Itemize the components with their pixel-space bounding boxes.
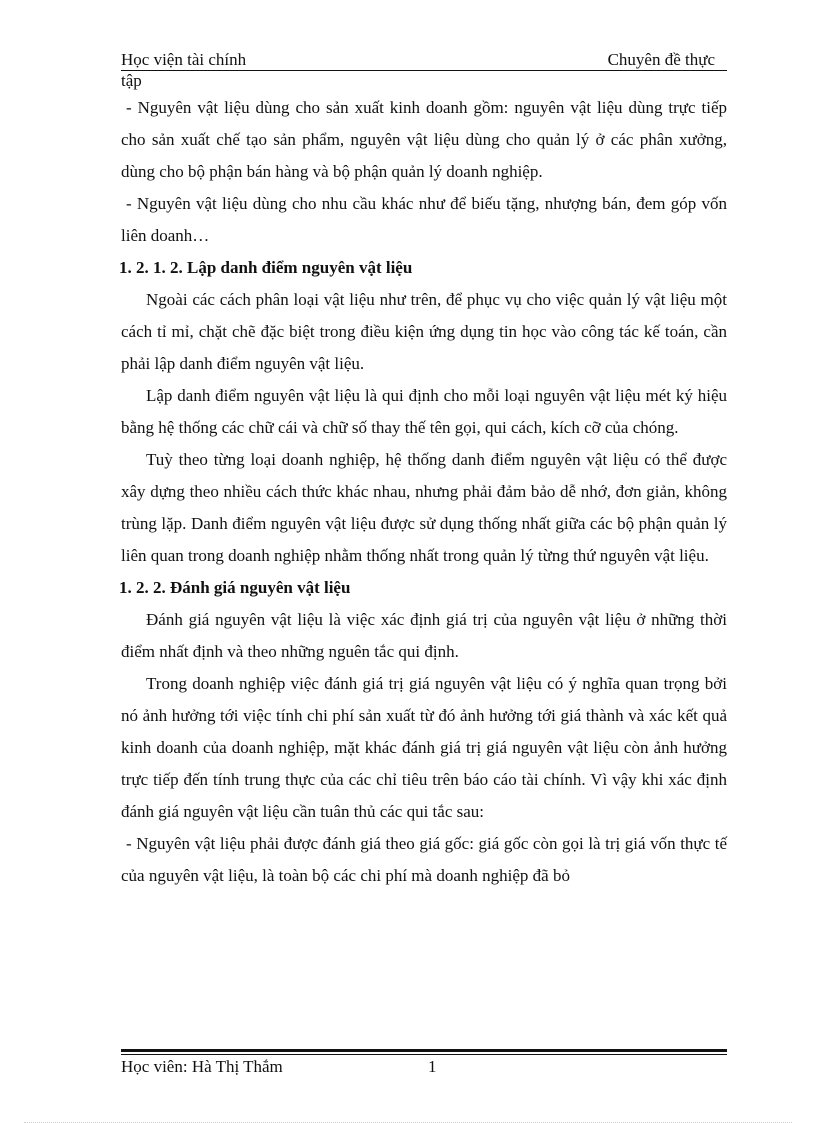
paragraph: Tuỳ theo từng loại doanh nghiệp, hệ thống danh điểm nguyên vật liệu có thể được xây dựng theo nhiều cách thức khác nhau, nhưng phải đảm bảo dễ nhớ, đơn giản, không trùng lặp. Danh điểm nguyên vật liệu được sử dụng thống nhất giữa các bộ phận quản lý liên quan trong doanh nghiệp nhằm thống nhất trong quản lý từng thứ nguyên vật liệu.: [121, 450, 727, 565]
page-footer: [121, 1057, 727, 1077]
header-title-continuation: tập: [121, 71, 142, 90]
paragraph: Ngoài các cách phân loại vật liệu như trên, để phục vụ cho việc quản lý vật liệu một cách tỉ mỉ, chặt chẽ đặc biệt trong điều kiện ứng dụng tin học vào công tác kế toán, cần phải lập danh điểm nguyên vật liệu.: [121, 290, 727, 373]
paragraph: - Nguyên vật liệu phải được đánh giá theo giá gốc: giá gốc còn gọi là trị giá vốn thực tế của nguyên vật liệu, là toàn bộ các chi phí mà doanh nghiệp đã bỏ: [121, 834, 727, 885]
document-body: [121, 92, 727, 892]
section-heading: 1. 2. 1. 2. Lập danh điểm nguyên vật liệu: [119, 258, 413, 277]
paragraph: - Nguyên vật liệu dùng cho sản xuất kinh doanh gồm: nguyên vật liệu dùng trực tiếp cho sản xuất chế tạo sản phẩm, nguyên vật liệu dùng cho quản lý ở các phân xưởng, dùng cho bộ phận bán hàng và bộ phận quản lý doanh nghiệp.: [121, 98, 727, 181]
paragraph: - Nguyên vật liệu dùng cho nhu cầu khác như để biếu tặng, nhượng bán, đem góp vốn liên doanh…: [121, 194, 727, 245]
page-header: [121, 50, 727, 70]
paragraph: Đánh giá nguyên vật liệu là việc xác định giá trị của nguyên vật liệu ở những thời điểm nhất định và theo những nguên tắc qui định.: [121, 610, 727, 661]
paragraph: Lập danh điểm nguyên vật liệu là qui định cho mỗi loại nguyên vật liệu mét ký hiệu bằng hệ thống các chữ cái và chữ số thay thế tên gọi, qui cách, kích cỡ của chóng.: [121, 386, 727, 437]
header-institution: Học viện tài chính: [121, 50, 247, 69]
footer-rule: [121, 1049, 727, 1052]
footer-rule: [121, 1054, 727, 1055]
footer-author: Học viên: Hà Thị Thắm: [121, 1057, 283, 1076]
header-rule: [121, 70, 727, 71]
header-title: Chuyên đề thực: [607, 50, 715, 69]
section-heading: 1. 2. 2. Đánh giá nguyên vật liệu: [119, 578, 351, 597]
paragraph: Trong doanh nghiệp việc đánh giá trị giá nguyên vật liệu có ý nghĩa quan trọng bởi nó ảnh hưởng tới việc tính chi phí sản xuất từ đó ảnh hưởng tới giá thành và xác kết quả kinh doanh của doanh nghiệp, mặt khác đánh giá trị giá nguyên vật liệu còn ảnh hưởng trực tiếp đến tính trung thực của các chỉ tiêu trên báo cáo tài chính. Vì vậy khi xác định đánh giá nguyên vật liệu cần tuân thủ các qui tắc sau:: [121, 674, 727, 821]
page-number: 1: [428, 1057, 437, 1076]
